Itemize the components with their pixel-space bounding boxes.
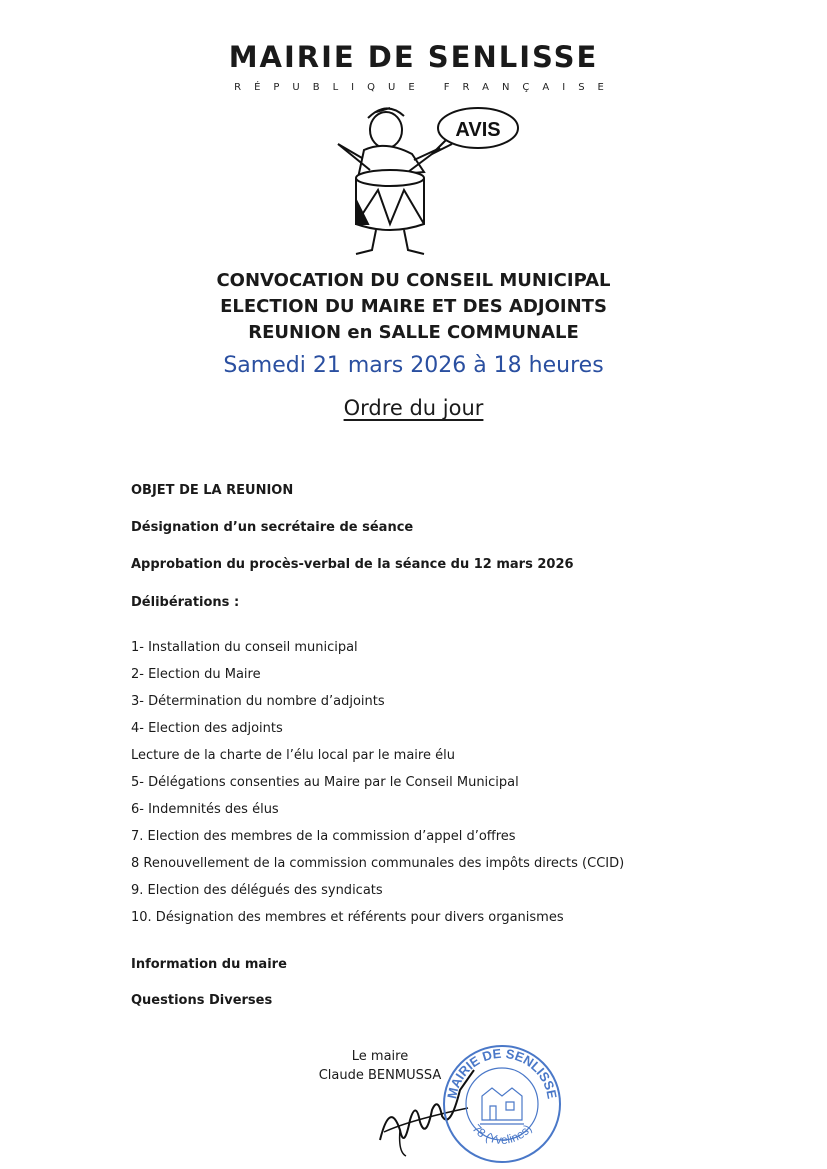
republique-francaise-subtitle: RÉPUBLIQUE FRANÇAISE <box>234 82 617 93</box>
objet-reunion-heading: OBJET DE LA REUNION <box>131 483 294 498</box>
agenda-item: 10. Désignation des membres et référents pour divers organismes <box>131 910 564 925</box>
meeting-date: Samedi 21 mars 2026 à 18 heures <box>223 353 604 378</box>
stamp-top-text: MAIRIE DE SENLISSE <box>444 1045 560 1101</box>
convocation-heading-line-2: ELECTION DU MAIRE ET DES ADJOINTS <box>220 296 607 317</box>
agenda-item: 6- Indemnités des élus <box>131 802 279 817</box>
questions-diverses-item: Questions Diverses <box>131 993 273 1008</box>
agenda-item: Lecture de la charte de l’élu local par le maire élu <box>131 748 455 763</box>
stamp-bottom-text: 78 (Yvelines) <box>469 1121 535 1147</box>
information-maire-item: Information du maire <box>131 957 287 972</box>
mairie-title: MAIRIE DE SENLISSE <box>228 40 599 74</box>
agenda-item: 9. Election des délégués des syndicats <box>131 883 383 898</box>
avis-bubble-text: AVIS <box>455 119 501 141</box>
agenda-item: 4- Election des adjoints <box>131 721 283 736</box>
agenda-item: 2- Election du Maire <box>131 667 261 682</box>
agenda-item: 5- Délégations consenties au Maire par le Conseil Municipal <box>131 775 519 790</box>
convocation-heading-line-1: CONVOCATION DU CONSEIL MUNICIPAL <box>216 270 611 291</box>
agenda-item: 7. Election des membres de la commission d’appel d’offres <box>131 829 516 844</box>
svg-text:78 (Yvelines) <box>469 1122 534 1147</box>
deliberations-label: Délibérations : <box>131 595 240 610</box>
convocation-heading-line-3: REUNION en SALLE COMMUNALE <box>248 322 579 343</box>
approbation-item: Approbation du procès-verbal de la séance du 12 mars 2026 <box>131 557 574 572</box>
svg-text:MAIRIE DE SENLISSE <box>444 1046 560 1101</box>
signatory-role: Le maire <box>351 1049 409 1064</box>
ordre-du-jour-title: Ordre du jour <box>343 396 484 420</box>
agenda-item: 8 Renouvellement de la commission communales des impôts directs (CCID) <box>131 856 625 871</box>
official-stamp <box>440 1040 565 1165</box>
signatory-name: Claude BENMUSSA <box>318 1068 442 1083</box>
secretaire-item: Désignation d’un secrétaire de séance <box>131 520 414 535</box>
town-crier-illustration <box>328 100 528 260</box>
agenda-item: 3- Détermination du nombre d’adjoints <box>131 694 385 709</box>
agenda-item: 1- Installation du conseil municipal <box>131 640 358 655</box>
